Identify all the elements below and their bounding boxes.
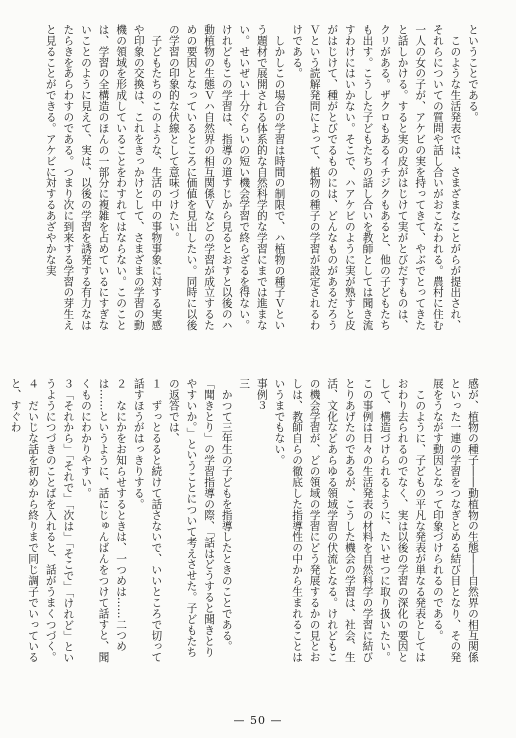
numbered-item: ２ なにかをお知らせするときは、一つめは……二つめは……というように、話にじゅんばんをつけて話すと、聞くものにわかりやすい。 xyxy=(79,378,129,663)
numbered-item: ３「それから」「それで」「次は」「そこで」「けれど」というようにつづきのことばを入れると、話がうまくつづく。 xyxy=(44,378,76,664)
paragraph: このような生活発表では、さまざまなことがらが提出され、それらについての質問や話し合いがおこなわれる。農村に住む一人の女の子が、アケビの実を持ってきて、やぶでとってきたと話しかける。すると実の皮がはじけて実がとびだすものは、クリがある。ザクロもあるイチジクもあると、他の子どもたちも出す。こうした子どもたちの話し合いを教師としては聞き流すわけにはいかない。そこで、ハアケビのように実が熟すと皮がはじけて、種がとびでるものには、どんなものがあるだろうＶという読解発問によって、植物の種子の学習が設定されるわけである。 xyxy=(291,24,463,331)
numbered-item: ４ だいじな話を初めから終りまで同じ調子でいっていると、すぐわ xyxy=(9,378,41,663)
paragraph: かつて三年生の子どもを指導したときのことである。 xyxy=(220,378,234,652)
paragraph: ということである。 xyxy=(467,24,480,123)
paragraph: しかしこの場合の学習は時間の制限で、ハ植物の種子Ｖという題材で展開される体系的な自然科学的な学習にまでは進まない。せいぜい十分ぐらいの短い機会学習で終らざるを得ない。けれどもこの学習は、指導の道すじから見るとおすと以後のハ動植物の生態Ｖハ自然界の相互関係Ｖなどの学習が成立するための要因となっているところに価値を見出したい。同時に以後の学習の印象的な伏線として意味づけたい。 xyxy=(167,24,287,331)
paragraph: このように、子どもの平凡な発表が単なる発表としてはおわり去られるのでなく、実は以後の学習の深化の要因として、構造づけられるように、たいせつに取り扱いたい。この事例は日々の生活発表の材料を自然科学の学習に結びとりあげたのであるが、こうした機会の学習は、社会、生活、文化などあらゆる領域学習の伏流となる。けれどもこの機会学習が、どの領域の学習にどう発展するかの見とおしは、教師自らの徹底した指導性の中から生まれることはいうまでもない。 xyxy=(273,378,428,663)
paragraph: 感が、植物の種子――動植物の生態――自然界の相互関係といった一連の学習をつなぎとめる結び目となり、その発展をうながす動因となって印象づけられるのである。 xyxy=(431,378,480,663)
paragraph: 「聞きとり」の学習指導の際、「話はどうすると聞きとりやすいか。」ということについて考えさせた。子どもたちの返答では、 xyxy=(167,378,217,658)
paragraph: 子どもたちのこのような、生活の中の事物事象に対する実感や印象の交換は、これをきっかけとして、さまざまの学習の動機の領域を形成していることをわすれてはならない。このことは、学習の全構造のほんの一部分に複雑を占めているにすぎないことのように見えて、実は、以後の学習を誘発する有力なはたらきをあらわすのである。つまり次に到来する学習の芽生えと見ることができる。アケビに対するあざやかな実 xyxy=(44,24,164,331)
lower-text-block xyxy=(9,378,482,664)
case-header: 事例３ xyxy=(255,378,269,411)
page-number: — 50 — xyxy=(233,714,283,727)
numbered-item: １ ずっとるると続けて話さないで、いいところで切って話すほうがはっきりする。 xyxy=(132,378,164,663)
section-marker: 三 xyxy=(238,378,252,389)
upper-text-block xyxy=(12,24,482,332)
